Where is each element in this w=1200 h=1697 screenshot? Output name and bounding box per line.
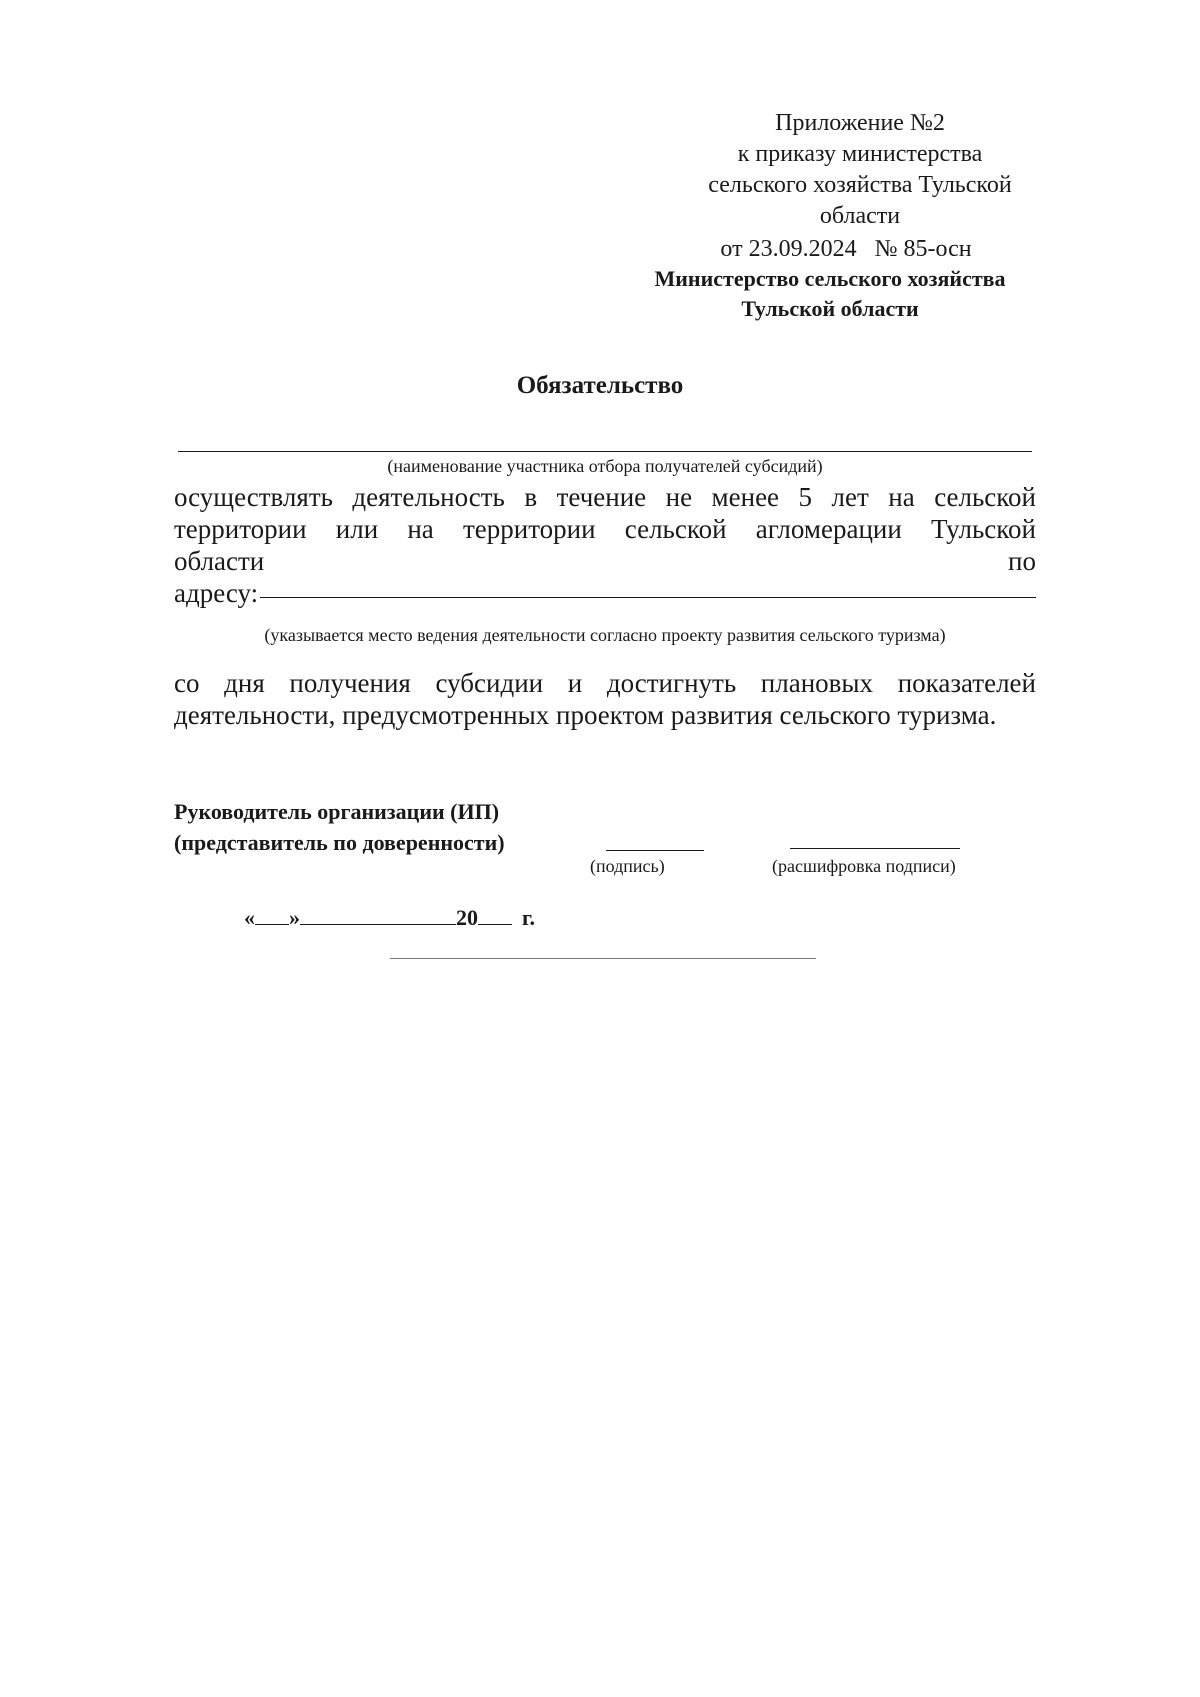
commitment-line-2-word: агломерации [755,514,902,544]
commitment-line-1-word: 5 [798,482,813,512]
appendix-line-4: области [819,203,901,229]
commitment-line-1 [174,481,1036,513]
indicators-line-1-word: и [567,668,583,698]
day-field[interactable] [255,904,289,925]
ministry-line-2: Тульской области [741,296,919,321]
indicators-line-1-word: показателей [897,668,1036,698]
signer-line-2: (представитель по доверенности) [174,830,505,855]
commitment-paragraph [174,481,1036,609]
order-number: № 85-осн [874,236,972,262]
commitment-line-1-word: на [888,482,915,512]
commitment-line-2 [174,513,1036,545]
appendix-line-3: сельского хозяйства Тульской [708,172,1012,198]
commitment-line-2-word: на [407,514,434,544]
indicators-line-1-word: получения [289,668,411,698]
address-field[interactable] [260,597,1036,598]
month-field[interactable] [300,904,456,925]
closing-divider [390,958,816,959]
commitment-line-1-word: течение [556,482,647,512]
commitment-line-1-word: не [665,482,693,512]
indicators-line-1-word: достигнуть [606,668,737,698]
commitment-line-2-word: территории [174,514,307,544]
address-caption: (указывается место ведения деятельности согласно проекту развития сельского туризма) [264,625,946,645]
commitment-line-1-word: лет [831,482,869,512]
participant-name-field[interactable] [178,451,1032,452]
ministry-name [600,264,1060,324]
commitment-line-1-word: менее [711,482,780,512]
signature-caption: (подпись) [590,856,665,876]
date-line [244,904,535,931]
commitment-line-1-word: сельской [934,482,1036,512]
commitment-line-1-word: в [524,482,538,512]
signer-line-1: Руководитель организации (ИП) [174,799,500,824]
ministry-line-1: Министерство сельского хозяйства [654,266,1006,291]
date-open-quote: « [244,905,255,930]
commitment-line-3-left: области [174,546,265,576]
indicators-line-1-word: плановых [760,668,874,698]
year-suffix: г. [522,905,536,930]
commitment-line-2-word: территории [463,514,596,544]
appendix-reference [640,108,1080,265]
year-field[interactable] [478,904,512,925]
decryption-caption: (расшифровка подписи) [772,856,956,876]
indicators-line-1-word: со [174,668,200,698]
indicators-line-1-word: субсидии [435,668,544,698]
address-line [174,577,1036,609]
appendix-line-2: к приказу министерства [737,141,983,167]
commitment-line-2-word: сельской [624,514,727,544]
indicators-line-2: деятельности, предусмотренных проектом развития сельского туризма. [174,700,997,730]
signature-decryption-field[interactable] [790,848,960,849]
signer-block [174,796,505,858]
address-label: адресу: [174,578,259,608]
appendix-line-1: Приложение №2 [775,110,945,136]
participant-caption: (наименование участника отбора получателей субсидий) [387,456,823,476]
commitment-line-2-word: Тульской [931,514,1036,544]
commitment-line-2-word: или [335,514,379,544]
indicators-line-1 [174,667,1036,699]
commitment-line-3-right: по [1008,546,1036,576]
indicators-line-1-word: дня [224,668,265,698]
commitment-line-3 [174,545,1036,577]
commitment-line-1-word: деятельность [352,482,505,512]
commitment-line-1-word: осуществлять [174,482,333,512]
year-prefix: 20 [456,905,478,930]
indicators-paragraph [174,667,1036,731]
appendix-date-line [612,234,1080,265]
order-date: от 23.09.2024 [720,236,857,262]
date-close-quote: » [289,905,300,930]
document-title: Обязательство [516,372,684,399]
signature-field[interactable] [606,850,704,851]
